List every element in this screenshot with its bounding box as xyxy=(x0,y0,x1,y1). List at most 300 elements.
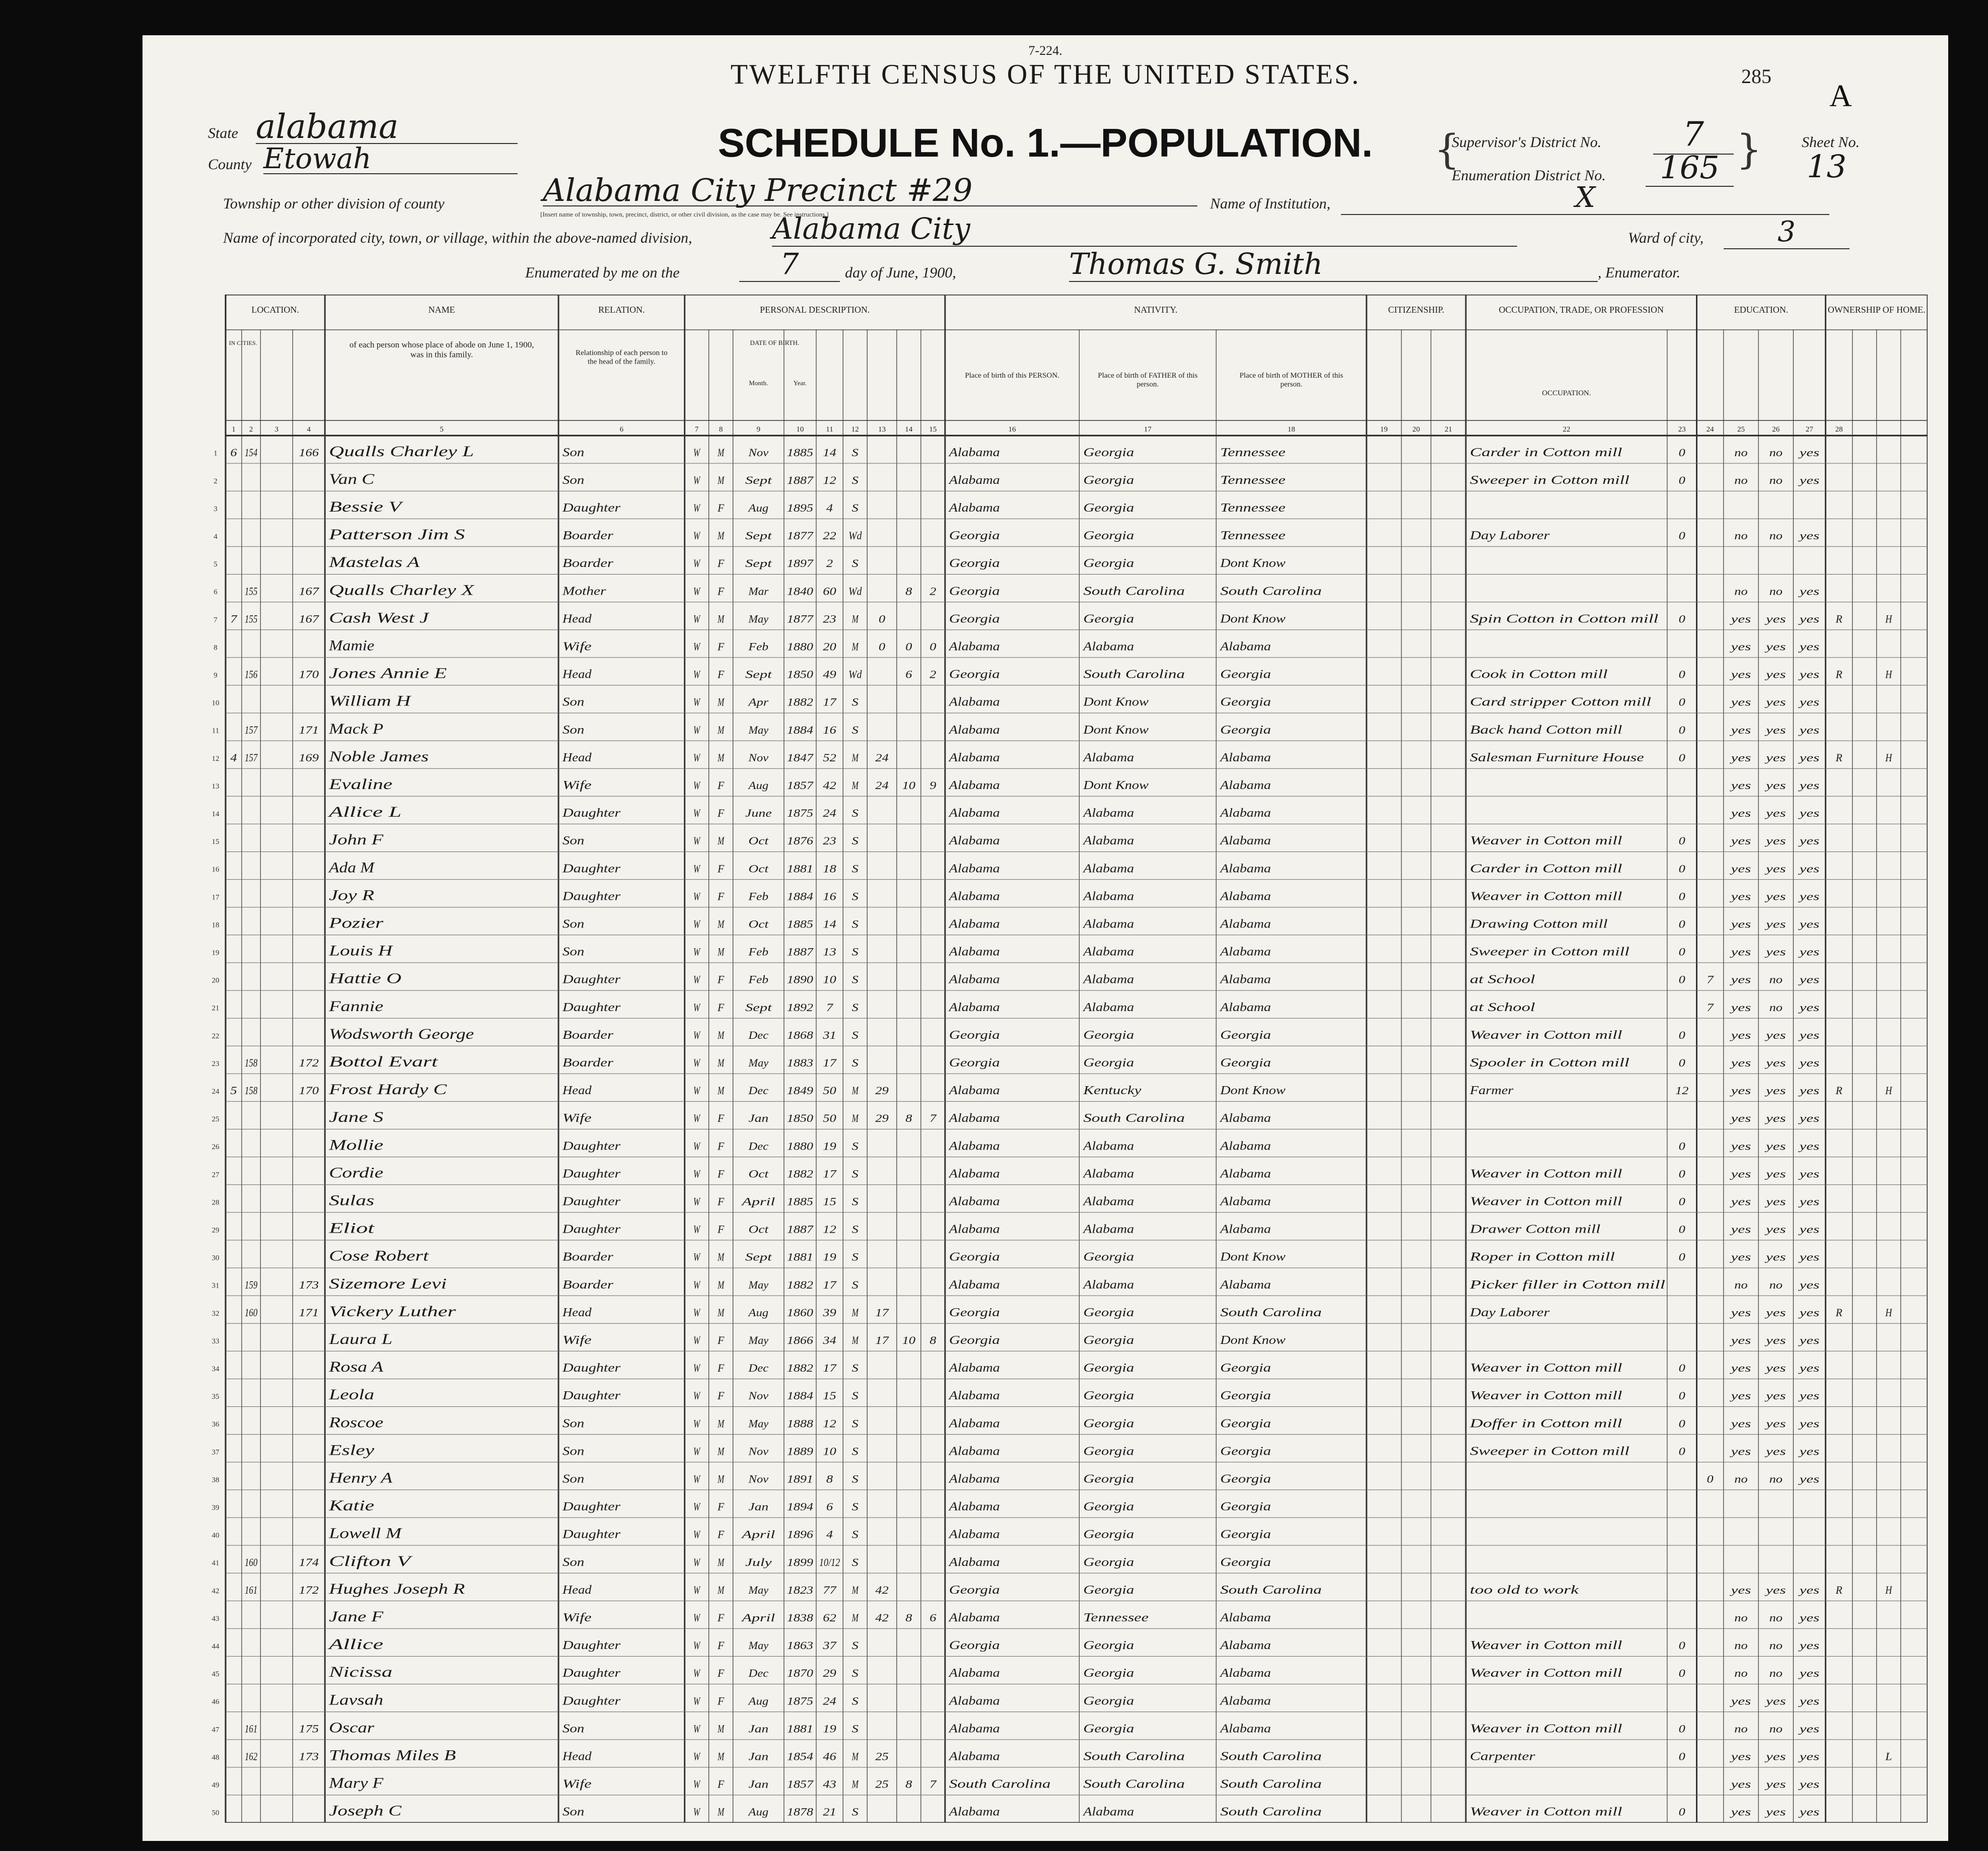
column-number: 19 xyxy=(1380,425,1388,434)
cell-years-married: 29 xyxy=(875,1084,889,1097)
cell-read: no xyxy=(1734,1667,1748,1680)
cell-read: no xyxy=(1734,446,1748,459)
cell-mother-birth: South Carolina xyxy=(1220,1805,1322,1819)
cell-marital: S xyxy=(851,1667,859,1680)
cell-children-born: 10 xyxy=(902,1333,915,1346)
cell-month: May xyxy=(748,1583,769,1596)
cell-marital: S xyxy=(851,1056,859,1069)
cell-english: yes xyxy=(1798,1084,1820,1097)
cell-read: yes xyxy=(1729,973,1751,986)
cell-school: 7 xyxy=(1707,1001,1714,1014)
township-note: [Insert name of township, town, precinct, district, or other civil division, as the case may be. See instructions.] xyxy=(540,210,829,218)
cell-month: Sept xyxy=(745,473,772,486)
cell-read: no xyxy=(1734,1278,1748,1291)
cell-marital: S xyxy=(851,1445,859,1458)
cell-name: Esley xyxy=(328,1442,375,1459)
cell-name: Allice L xyxy=(327,804,402,821)
cell-color: W xyxy=(693,473,701,486)
cell-color: W xyxy=(693,1555,701,1569)
column-number: 10 xyxy=(796,425,804,434)
line-number: 16 xyxy=(211,866,220,874)
cell-english: yes xyxy=(1798,1750,1820,1763)
line-number: 14 xyxy=(211,810,220,818)
cell-occupation: at School xyxy=(1470,973,1536,986)
cell-owned: R xyxy=(1835,1306,1843,1319)
cell-name: Jane S xyxy=(329,1109,384,1126)
cell-relation: Wife xyxy=(562,640,592,654)
cell-relation: Daughter xyxy=(561,1140,621,1153)
cell-color: W xyxy=(693,751,701,764)
cell-birth: Alabama xyxy=(948,1362,1000,1375)
cell-occupation: Back hand Cotton mill xyxy=(1470,723,1622,737)
cell-age: 42 xyxy=(823,778,836,792)
cell-age: 43 xyxy=(823,1777,836,1791)
cell-mother-birth: Alabama xyxy=(1219,1223,1271,1236)
cell-sex: M xyxy=(717,1445,725,1458)
group-education: EDUCATION. xyxy=(1734,305,1789,315)
cell-read: yes xyxy=(1729,723,1751,736)
cell-name: Jane F xyxy=(329,1608,384,1625)
cell-occupation: Weaver in Cotton mill xyxy=(1470,1028,1622,1042)
cell-mother-birth: Georgia xyxy=(1220,1056,1271,1070)
cell-house: 158 xyxy=(244,1084,258,1097)
cell-mother-birth: Alabama xyxy=(1219,1112,1271,1125)
cell-month: Feb xyxy=(748,945,769,958)
cell-age: 19 xyxy=(823,1140,836,1153)
cell-relation: Daughter xyxy=(561,1667,621,1680)
cell-sex: F xyxy=(717,1195,725,1208)
cell-mother-birth: Alabama xyxy=(1219,890,1271,903)
cell-age: 50 xyxy=(823,1084,836,1097)
cell-read: yes xyxy=(1729,1250,1751,1263)
group-personal: PERSONAL DESCRIPTION. xyxy=(760,305,870,315)
cell-color: W xyxy=(693,1362,701,1375)
cell-relation: Boarder xyxy=(562,529,614,543)
cell-name: Hattie O xyxy=(328,970,402,987)
cell-sex: M xyxy=(717,473,725,486)
cell-birth: Georgia xyxy=(949,557,1000,571)
cell-mother-birth: Tennessee xyxy=(1220,501,1286,515)
cell-read: yes xyxy=(1729,1140,1751,1153)
line-number: 11 xyxy=(211,727,220,735)
cell-english: yes xyxy=(1798,1112,1820,1125)
cell-month: Oct xyxy=(748,1223,769,1236)
cell-month: Oct xyxy=(748,834,769,847)
year-header: Year. xyxy=(793,379,807,387)
cell-marital: S xyxy=(851,807,859,820)
form-number: 7-224. xyxy=(1028,43,1062,58)
column-number: 26 xyxy=(1772,425,1780,434)
cell-relation: Son xyxy=(562,1417,585,1431)
cell-year: 1887 xyxy=(787,1223,814,1236)
cell-color: W xyxy=(693,1306,701,1319)
cell-year: 1882 xyxy=(787,1167,813,1180)
cell-write: no xyxy=(1769,1472,1783,1485)
cell-father-birth: Georgia xyxy=(1083,1639,1134,1653)
cell-house: 157 xyxy=(244,723,258,736)
cell-father-birth: Georgia xyxy=(1083,1362,1134,1375)
cell-marital: M xyxy=(851,751,859,764)
cell-sex: M xyxy=(717,529,725,542)
cell-month: Mar xyxy=(748,585,769,598)
line-number: 47 xyxy=(211,1726,220,1734)
cell-birth: Georgia xyxy=(949,1583,1000,1597)
cell-relation: Mother xyxy=(561,585,607,598)
birth-mother-header: Place of birth of MOTHER of this person. xyxy=(1239,372,1343,389)
cell-english: yes xyxy=(1798,1028,1820,1041)
cell-unemployed: 0 xyxy=(1678,1417,1685,1430)
cell-sex: F xyxy=(717,890,725,903)
cell-read: yes xyxy=(1729,862,1751,875)
cell-father-birth: Georgia xyxy=(1083,501,1134,515)
cell-sex: F xyxy=(717,1667,725,1680)
column-number: 12 xyxy=(851,425,859,434)
cell-house: 154 xyxy=(244,446,258,459)
cell-relation: Head xyxy=(561,1306,592,1319)
cell-month: Jan xyxy=(748,1777,769,1791)
cell-age: 17 xyxy=(823,695,837,708)
cell-years-married: 17 xyxy=(875,1333,889,1346)
group-relation: RELATION. xyxy=(598,305,645,315)
cell-mother-birth: South Carolina xyxy=(1220,585,1322,598)
cell-english: yes xyxy=(1798,1583,1820,1596)
cell-relation: Daughter xyxy=(561,1694,621,1708)
cell-birth: Alabama xyxy=(948,723,1000,737)
cell-write: yes xyxy=(1764,612,1786,625)
cell-occupation: Weaver in Cotton mill xyxy=(1470,1805,1622,1819)
cell-sex: M xyxy=(717,1722,725,1735)
cell-sex: F xyxy=(717,668,725,681)
cell-english: yes xyxy=(1798,1639,1820,1652)
line-number: 39 xyxy=(211,1504,220,1512)
cell-month: April xyxy=(740,1611,775,1624)
cell-year: 1868 xyxy=(787,1028,813,1041)
cell-father-birth: Alabama xyxy=(1082,751,1134,764)
cell-year: 1888 xyxy=(787,1417,813,1430)
cell-name: Cash West J xyxy=(329,609,430,626)
cell-mother-birth: Dont Know xyxy=(1220,1084,1286,1098)
cell-relation: Head xyxy=(561,1750,592,1763)
cell-month: Sept xyxy=(745,1001,772,1014)
cell-occupation: Weaver in Cotton mill xyxy=(1470,890,1622,903)
enumeration-day: 7 xyxy=(739,247,840,282)
cell-name: Laura L xyxy=(328,1330,393,1347)
column-number: 24 xyxy=(1706,425,1714,434)
line-number: 6 xyxy=(214,588,218,597)
cell-occupation: Salesman Furniture House xyxy=(1470,751,1645,764)
cell-name: Vickery Luther xyxy=(329,1303,456,1320)
cell-relation: Son xyxy=(562,446,585,459)
cell-sex: F xyxy=(717,1389,725,1402)
cell-name: Bottol Evart xyxy=(329,1053,439,1070)
cell-year: 1847 xyxy=(787,751,814,764)
cell-house: 158 xyxy=(244,1056,258,1069)
ward-value: 3 xyxy=(1724,216,1850,249)
cell-marital: S xyxy=(851,1500,859,1513)
cell-marital: S xyxy=(851,1694,859,1707)
cell-month: Apr xyxy=(747,695,769,708)
cell-month: Feb xyxy=(748,890,769,903)
cell-read: yes xyxy=(1729,1805,1751,1818)
cell-read: no xyxy=(1734,473,1748,486)
cell-name: Mamie xyxy=(328,637,375,654)
cell-english: yes xyxy=(1798,1333,1820,1346)
cell-birth: Georgia xyxy=(949,1056,1000,1070)
cell-color: W xyxy=(693,1805,701,1818)
cell-write: yes xyxy=(1764,1140,1786,1153)
cell-father-birth: Georgia xyxy=(1083,1028,1134,1042)
line-number: 40 xyxy=(211,1531,220,1540)
column-number: 16 xyxy=(1008,425,1016,434)
cell-marital: S xyxy=(851,1001,859,1014)
cell-relation: Daughter xyxy=(561,890,621,903)
cell-years-married: 24 xyxy=(875,778,889,792)
cell-marital: S xyxy=(851,1195,859,1208)
cell-read: yes xyxy=(1729,1001,1751,1014)
cell-relation: Wife xyxy=(562,778,592,792)
cell-month: Dec xyxy=(748,1140,769,1153)
cell-age: 31 xyxy=(822,1028,836,1041)
institution-value: X xyxy=(1341,181,1829,215)
cell-read: yes xyxy=(1729,1195,1751,1208)
cell-age: 15 xyxy=(823,1195,836,1208)
cell-english: yes xyxy=(1798,1667,1820,1680)
cell-sex: M xyxy=(717,1417,725,1430)
cell-year: 1878 xyxy=(787,1805,813,1818)
cell-age: 23 xyxy=(823,834,836,847)
cell-english: yes xyxy=(1798,1445,1820,1458)
cell-year: 1880 xyxy=(787,640,813,653)
cell-read: no xyxy=(1734,1611,1748,1624)
cell-mother-birth: Alabama xyxy=(1219,1722,1271,1736)
cell-year: 1894 xyxy=(787,1500,813,1513)
cell-mother-birth: Alabama xyxy=(1219,862,1271,876)
cell-color: W xyxy=(693,1777,701,1791)
cell-sex: F xyxy=(717,862,725,875)
cell-occupation: Cook in Cotton mill xyxy=(1470,668,1608,681)
cell-year: 1892 xyxy=(787,1001,813,1014)
cell-year: 1881 xyxy=(787,862,813,875)
cell-children-born: 8 xyxy=(905,1112,912,1125)
cell-write: yes xyxy=(1764,1389,1786,1402)
cell-mother-birth: Tennessee xyxy=(1220,473,1286,487)
cell-marital: S xyxy=(851,1167,859,1180)
state-value: alabama xyxy=(256,111,518,144)
cell-birth: Alabama xyxy=(948,640,1000,654)
column-number: 17 xyxy=(1144,425,1152,434)
cell-write: yes xyxy=(1764,1250,1786,1263)
cell-color: W xyxy=(693,1278,701,1291)
cell-mother-birth: Alabama xyxy=(1219,751,1271,764)
cell-sex: M xyxy=(717,612,725,625)
cell-marital: S xyxy=(851,1362,859,1375)
cell-age: 17 xyxy=(823,1362,837,1375)
cell-street: 7 xyxy=(230,612,238,625)
cell-age: 12 xyxy=(823,473,836,486)
line-number: 8 xyxy=(214,644,218,652)
group-citizenship: CITIZENSHIP. xyxy=(1388,305,1445,315)
cell-color: W xyxy=(693,529,701,542)
cell-farm: H xyxy=(1885,1583,1893,1596)
cell-marital: S xyxy=(851,1417,859,1430)
cell-birth: Alabama xyxy=(948,1528,1000,1541)
cell-color: W xyxy=(693,890,701,903)
table-border xyxy=(226,295,1928,1823)
line-number: 26 xyxy=(211,1143,220,1152)
cell-name: Hughes Joseph R xyxy=(328,1580,465,1597)
enumerator-name: Thomas G. Smith xyxy=(1069,247,1598,282)
cell-school: 0 xyxy=(1707,1472,1714,1485)
cell-occupation: Carpenter xyxy=(1470,1750,1536,1763)
cell-father-birth: South Carolina xyxy=(1083,1750,1185,1763)
line-number: 1 xyxy=(214,449,218,458)
cell-relation: Daughter xyxy=(561,973,621,986)
cell-age: 34 xyxy=(822,1333,836,1346)
page-stamp: 285 xyxy=(1741,65,1771,88)
cell-farm: H xyxy=(1885,1306,1893,1319)
cell-house: 155 xyxy=(244,612,258,625)
cell-age: 13 xyxy=(823,945,836,958)
enumerator-suffix: , Enumerator. xyxy=(1598,264,1681,281)
cell-children-living: 6 xyxy=(930,1611,937,1624)
cell-marital: S xyxy=(851,1528,859,1541)
cell-age: 2 xyxy=(826,557,833,570)
cell-english: yes xyxy=(1798,529,1820,542)
cell-mother-birth: South Carolina xyxy=(1220,1777,1322,1791)
cell-father-birth: Alabama xyxy=(1082,973,1134,986)
cell-month: Oct xyxy=(748,862,769,875)
cell-write: yes xyxy=(1764,1195,1786,1208)
cell-name: Mary F xyxy=(328,1774,384,1792)
line-number: 5 xyxy=(214,560,218,569)
cell-birth: Alabama xyxy=(948,1278,1000,1292)
cell-mother-birth: Alabama xyxy=(1219,1167,1271,1181)
cell-relation: Head xyxy=(561,612,592,626)
cell-year: 1857 xyxy=(787,778,814,792)
cell-birth: Alabama xyxy=(948,446,1000,459)
cell-year: 1860 xyxy=(787,1306,813,1319)
cell-mother-birth: Alabama xyxy=(1219,1140,1271,1153)
supervisor-label: Supervisor's District No. xyxy=(1452,134,1602,151)
cell-marital: S xyxy=(851,1805,859,1818)
cell-marital: S xyxy=(851,1555,859,1569)
cell-age: 23 xyxy=(823,612,836,625)
cell-father-birth: Georgia xyxy=(1083,557,1134,571)
cell-write: yes xyxy=(1764,778,1786,792)
cell-read: yes xyxy=(1729,1056,1751,1069)
cell-house: 160 xyxy=(244,1306,258,1319)
cell-color: W xyxy=(693,1028,701,1041)
cell-owned: R xyxy=(1835,1583,1843,1596)
cell-write: yes xyxy=(1764,807,1786,820)
cell-read: yes xyxy=(1729,1777,1751,1791)
cell-year: 1895 xyxy=(787,501,813,514)
cell-name: Fannie xyxy=(328,998,384,1015)
cell-mother-birth: Alabama xyxy=(1219,1001,1271,1014)
cell-year: 1897 xyxy=(787,557,814,570)
cell-family: 171 xyxy=(299,1306,319,1319)
cell-age: 17 xyxy=(823,1056,837,1069)
cell-year: 1899 xyxy=(787,1555,813,1569)
cell-age: 10 xyxy=(823,973,836,986)
cell-color: W xyxy=(693,1722,701,1735)
cell-birth: Alabama xyxy=(948,1555,1000,1569)
cell-house: 161 xyxy=(244,1583,258,1596)
cell-color: W xyxy=(693,1389,701,1402)
column-number: 25 xyxy=(1737,425,1745,434)
cell-father-birth: Alabama xyxy=(1082,640,1134,654)
cell-name: Cordie xyxy=(329,1164,384,1181)
cell-unemployed: 0 xyxy=(1678,1389,1685,1402)
cell-color: W xyxy=(693,778,701,792)
cell-age: 18 xyxy=(823,862,836,875)
cell-birth: South Carolina xyxy=(949,1777,1051,1791)
township-value: Alabama City Precinct #29 xyxy=(543,175,1197,206)
cell-month: Aug xyxy=(747,1306,769,1319)
cell-marital: M xyxy=(851,1084,859,1097)
cell-sex: F xyxy=(717,1333,725,1346)
line-number: 9 xyxy=(214,671,218,680)
cell-age: 10/12 xyxy=(819,1555,840,1569)
cell-unemployed: 0 xyxy=(1678,446,1685,459)
cell-house: 162 xyxy=(244,1750,258,1763)
cell-write: yes xyxy=(1764,1223,1786,1236)
cell-year: 1896 xyxy=(787,1528,813,1541)
cell-name: Qualls Charley L xyxy=(329,443,474,460)
cell-year: 1866 xyxy=(787,1333,813,1346)
cell-relation: Wife xyxy=(562,1611,592,1624)
column-number: 9 xyxy=(756,425,760,434)
group-location: LOCATION. xyxy=(251,305,299,315)
cell-name: Eliot xyxy=(328,1220,375,1237)
cell-father-birth: Alabama xyxy=(1082,807,1134,820)
cell-birth: Alabama xyxy=(948,695,1000,709)
cell-mother-birth: Georgia xyxy=(1220,1362,1271,1375)
cell-father-birth: Tennessee xyxy=(1083,1611,1149,1624)
cell-mother-birth: Alabama xyxy=(1219,807,1271,820)
cell-father-birth: Alabama xyxy=(1082,1278,1134,1292)
line-number: 12 xyxy=(211,754,220,763)
cell-children-living: 2 xyxy=(930,585,937,598)
county-value: Etowah xyxy=(263,145,518,174)
cell-write: yes xyxy=(1764,862,1786,875)
cell-color: W xyxy=(693,446,701,459)
cell-father-birth: Georgia xyxy=(1083,1306,1134,1319)
cell-read: yes xyxy=(1729,1445,1751,1458)
cell-birth: Alabama xyxy=(948,1750,1000,1763)
cell-marital: S xyxy=(851,973,859,986)
cell-father-birth: Alabama xyxy=(1082,1001,1134,1014)
cell-read: no xyxy=(1734,585,1748,598)
cell-english: yes xyxy=(1798,862,1820,875)
cell-occupation: Roper in Cotton mill xyxy=(1469,1250,1615,1264)
cell-marital: Wd xyxy=(848,529,863,542)
cell-father-birth: Georgia xyxy=(1083,1389,1134,1403)
cell-english: yes xyxy=(1798,668,1820,681)
cell-years-married: 25 xyxy=(875,1777,889,1791)
cell-month: Sept xyxy=(745,529,772,542)
cell-read: yes xyxy=(1729,1583,1751,1596)
cell-marital: S xyxy=(851,1223,859,1236)
in-cities-header: IN CITIES. xyxy=(229,339,257,346)
cell-english: yes xyxy=(1798,1140,1820,1153)
cell-relation: Son xyxy=(562,834,585,848)
cell-read: yes xyxy=(1729,1084,1751,1097)
cell-owned: R xyxy=(1835,751,1843,764)
cell-unemployed: 0 xyxy=(1678,890,1685,903)
cell-mother-birth: Georgia xyxy=(1220,1445,1271,1458)
cell-read: yes xyxy=(1729,1750,1751,1763)
